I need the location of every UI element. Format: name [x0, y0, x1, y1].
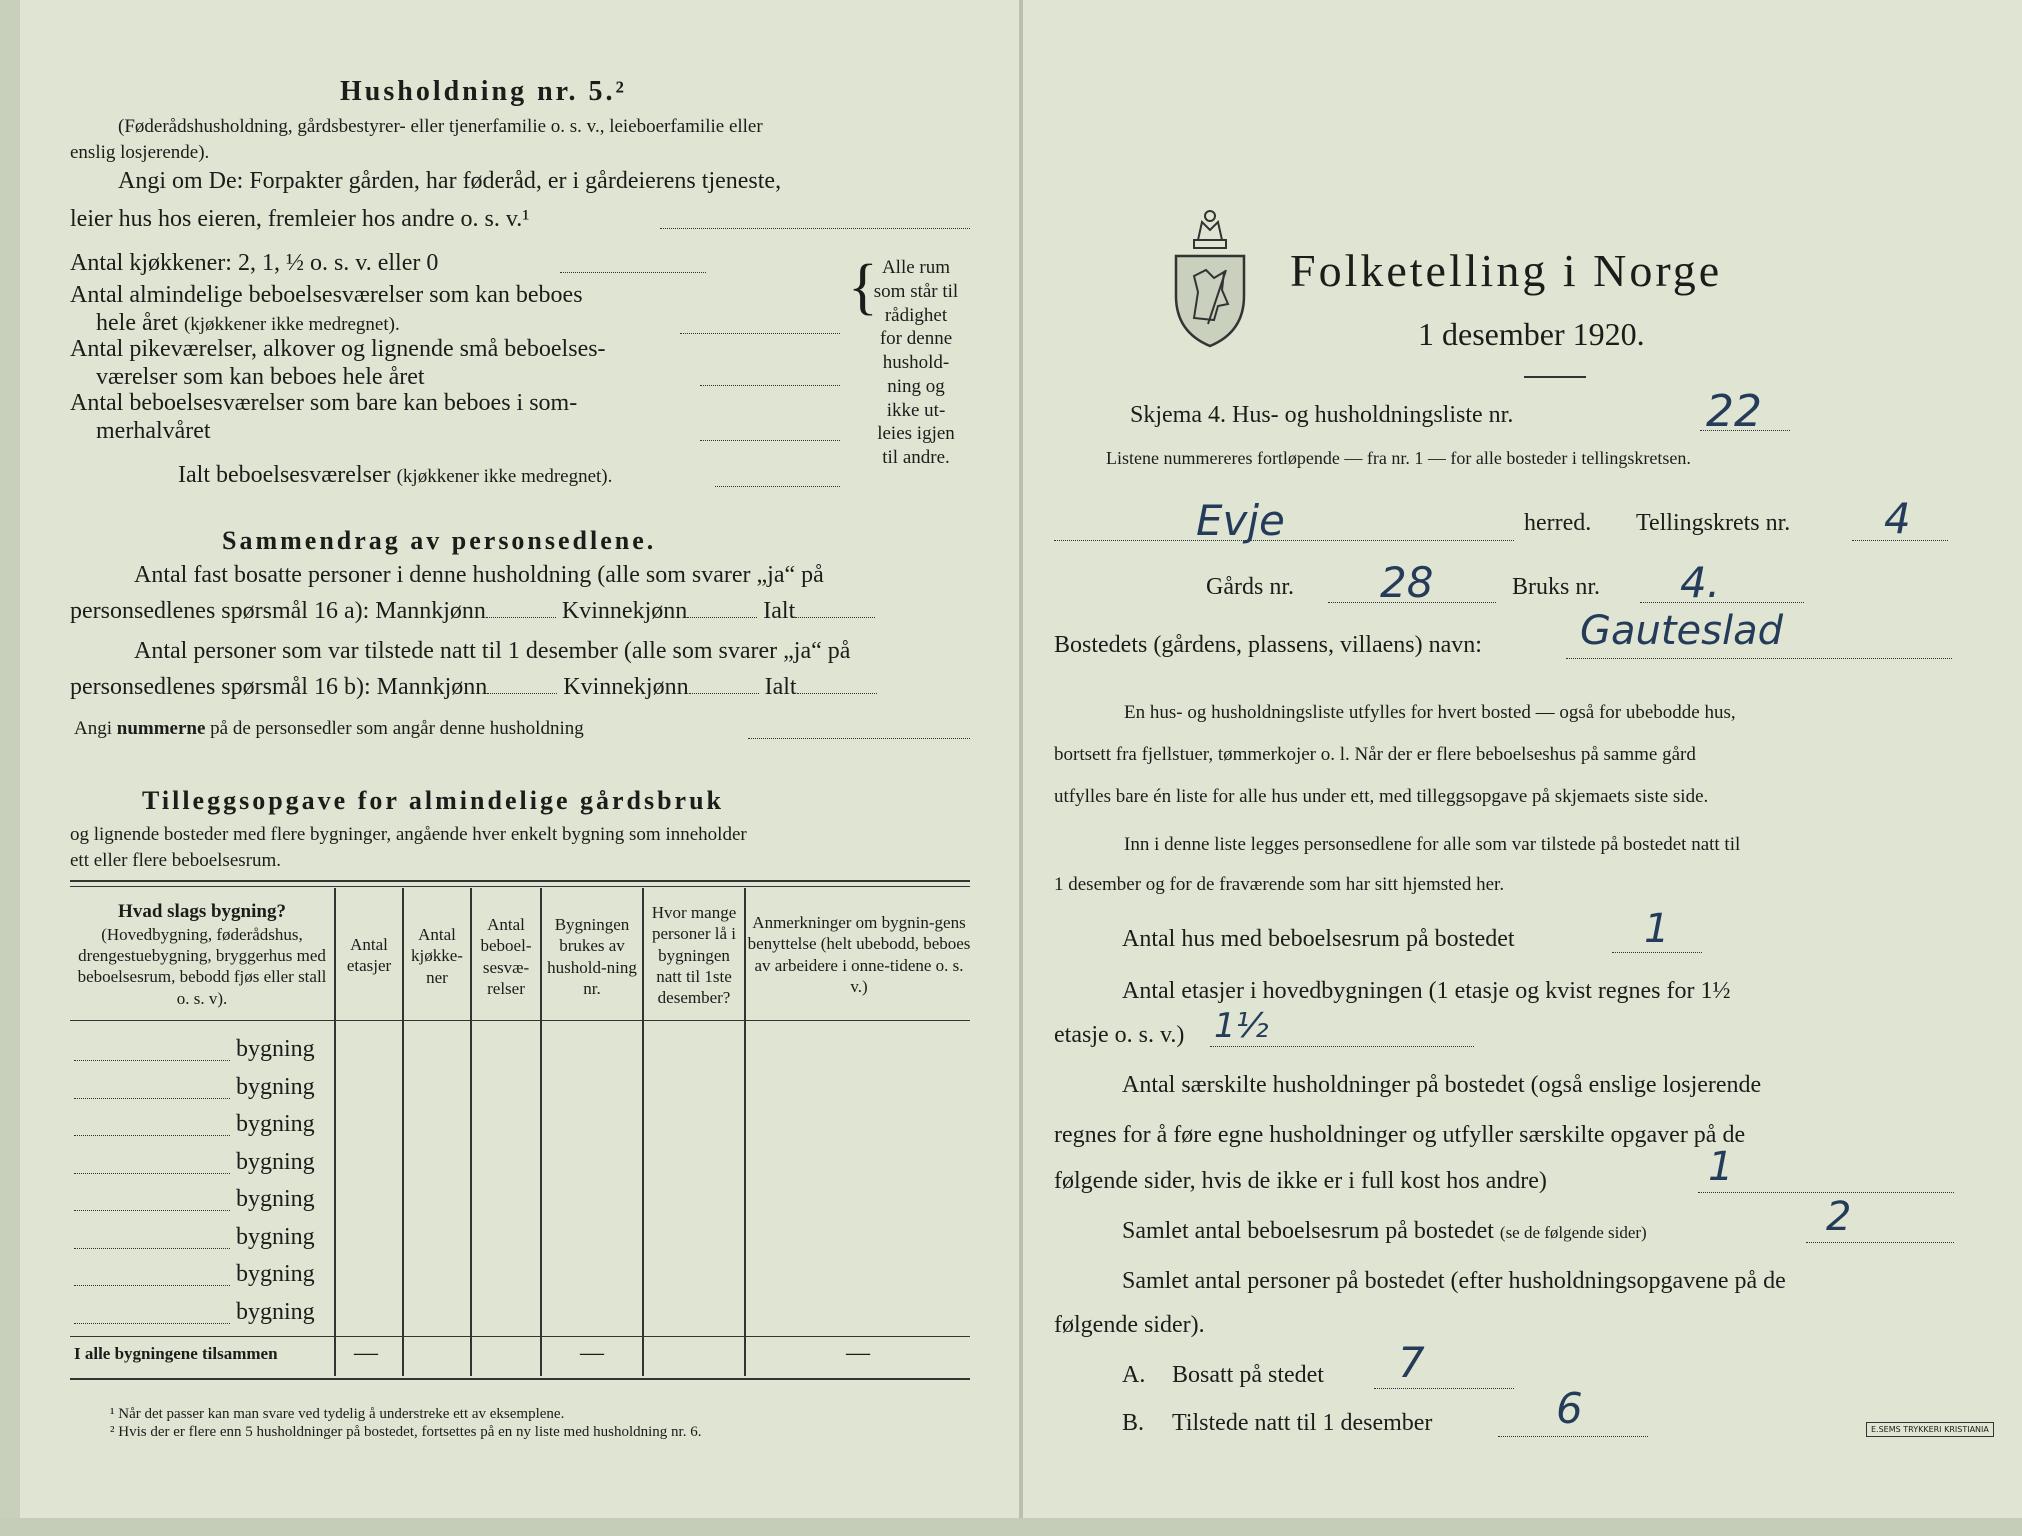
total-dash: — [580, 1340, 604, 1366]
sommer-label: Antal beboelsesværelser som bare kan beboes i som- [70, 390, 578, 416]
samlet-personer-label: Samlet antal personer på bostedet (efter husholdningsopgavene på de [1122, 1268, 1786, 1294]
saer-label-2: regnes for å føre egne husholdninger og utfyller særskilte opgaver på de [1054, 1122, 1746, 1148]
col-building-header: Hvad slags bygning? (Hovedbygning, føderådshus, drengestuebygning, bryggerhus med beboelsesrum, bebodd fjøs eller stall o. s. v). [77, 901, 327, 1008]
etasjer-label-2: etasje o. s. v.) [1054, 1022, 1185, 1048]
alm-label-2: hele året (kjøkkener ikke medregnet). [96, 310, 400, 336]
page-edge [0, 0, 20, 1536]
pike-line[interactable] [700, 385, 840, 386]
form-title: Folketelling i Norge [1290, 245, 1723, 296]
saer-line [1698, 1192, 1954, 1193]
bruks-line [1640, 602, 1804, 603]
tilstede-line [1498, 1436, 1648, 1437]
building-row-line[interactable] [74, 1248, 230, 1249]
bruks-value[interactable]: 4. [1680, 558, 1721, 607]
ialt-label: Ialt beboelsesværelser (kjøkkener ikke medregnet). [178, 462, 613, 488]
skjema-value[interactable]: 22 [1706, 386, 1762, 437]
a-label: A. [1122, 1362, 1146, 1388]
saer-value[interactable]: 1 [1708, 1144, 1734, 1190]
building-row-label: bygning [236, 1111, 315, 1137]
tellingskrets-label: Tellingskrets nr. [1636, 510, 1791, 536]
page-edge-bottom [0, 1518, 2022, 1536]
tilstede-text-2: personsedlenes spørsmål 16 b): Mannkjønn Kvinnekjønn Ialt [70, 674, 877, 701]
building-row-line[interactable] [74, 1173, 230, 1174]
building-row-line[interactable] [74, 1210, 230, 1211]
samlet-personer-label-2: følgende sider). [1054, 1312, 1205, 1338]
coat-of-arms-icon [1168, 200, 1252, 350]
table-top-rule-2 [70, 886, 970, 887]
fast-text-2: personsedlenes spørsmål 16 a): Mannkjønn Kvinnekjønn Ialt [70, 598, 875, 625]
footnote-2: ² Hvis der er flere enn 5 husholdninger på bostedet, fortsettes på en ny liste med husholdning nr. 6. [110, 1424, 702, 1440]
table-bottom-rule [70, 1378, 970, 1380]
samlet-rum-line [1806, 1242, 1954, 1243]
building-row-label: bygning [236, 1186, 315, 1212]
alm-label: Antal almindelige beboelsesværelser som kan beboes [70, 282, 583, 308]
instructions: bortsett fra fjellstuer, tømmerkojer o. l. Når der er flere beboelseshus på samme gård [1054, 744, 1696, 765]
bosted-label: Bostedets (gårdens, plassens, villaens) navn: [1054, 632, 1482, 658]
building-row-label: bygning [236, 1073, 315, 1100]
instructions: Inn i denne liste legges personsedlene for alle som var tilstede på bostedet natt til [1124, 834, 1741, 855]
herred-value[interactable]: Evje [1196, 496, 1285, 545]
nummerne-line[interactable] [748, 738, 970, 739]
sommer-label-2: merhalvåret [96, 418, 211, 444]
printer-stamp: E.SEMS TRYKKERI KRISTIANIA [1866, 1422, 1994, 1437]
total-dash: — [846, 1340, 870, 1366]
herred-label: herred. [1524, 510, 1592, 536]
alm-line[interactable] [680, 333, 840, 334]
col-brukes-header: Bygningen brukes av hushold-ning nr. [547, 915, 637, 998]
col-anmerkninger-header: Anmerkninger om bygnin-gens benyttelse (helt ubebodd, beboes av arbeidere i onne-tidene o. s. v.) [747, 913, 971, 996]
etasjer-label: Antal etasjer i hovedbygningen (1 etasje og kvist regnes for 1½ [1122, 978, 1731, 1004]
bruks-label: Bruks nr. [1512, 574, 1601, 600]
building-row-label: bygning [236, 1223, 315, 1250]
hus-value[interactable]: 1 [1644, 906, 1670, 952]
tilstede-label: Tilstede natt til 1 desember [1172, 1410, 1433, 1436]
total-label: I alle bygningene tilsammen [74, 1344, 278, 1363]
bosatt-line [1374, 1388, 1514, 1389]
household-note: (Føderådshusholdning, gårdsbestyrer- eller tjenerfamilie o. s. v., leieboerfamilie eller [118, 116, 763, 137]
title-rule [1524, 376, 1586, 378]
household-note-2: enslig losjerende). [70, 142, 210, 163]
ialt-line[interactable] [715, 486, 840, 487]
gards-label: Gårds nr. [1206, 574, 1294, 600]
samlet-rum-value[interactable]: 2 [1826, 1194, 1852, 1240]
building-row-label: bygning [236, 1261, 315, 1287]
col-etasjer-header: Antal etasjer [346, 935, 392, 976]
tillegg-text-2: ett eller flere beboelsesrum. [70, 850, 282, 871]
kjokken-line[interactable] [560, 272, 706, 273]
listene-note: Listene nummereres fortløpende — fra nr. 1 — for alle bosteder i tellingskretsen. [1106, 448, 1691, 468]
bosted-line [1566, 658, 1952, 659]
col-beboelse-header: Antal beboel-sesvæ-relser [480, 915, 532, 998]
angi-answer-line[interactable] [660, 228, 970, 229]
tellingskrets-value[interactable]: 4 [1884, 494, 1911, 543]
page-fold [1019, 0, 1023, 1536]
brace: { [848, 253, 878, 321]
brace-note: Alle rum som står til rådighet for denne hushold- ning og ikke ut- leies igjen til andre. [873, 257, 959, 468]
form-date: 1 desember 1920. [1418, 316, 1645, 352]
tilstede-value[interactable]: 6 [1556, 1384, 1583, 1433]
etasjer-line [1210, 1046, 1474, 1047]
instructions: utfylles bare én liste for alle hus under ett, med tilleggsopgave på skjemaets siste side. [1054, 786, 1709, 807]
saer-label: Antal særskilte husholdninger på bostedet (også enslige losjerende [1122, 1072, 1762, 1098]
building-row-line[interactable] [74, 1323, 230, 1324]
sommer-line[interactable] [700, 440, 840, 441]
fast-text: Antal fast bosatte personer i denne husholdning (alle som svarer „ja“ på [134, 562, 824, 588]
hus-line [1612, 952, 1702, 953]
pike-label-2: værelser som kan beboes hele året [96, 364, 425, 390]
building-row-line[interactable] [74, 1098, 230, 1099]
building-row-label: bygning [236, 1298, 315, 1325]
instructions: 1 desember og for de fraværende som har sitt hjemsted her. [1054, 874, 1505, 895]
footnote: ¹ Når det passer kan man svare ved tydelig å understreke ett av eksemplene. [110, 1406, 565, 1422]
samlet-rum-label: Samlet antal beboelsesrum på bostedet (se de følgende sider) [1122, 1218, 1647, 1244]
tillegg-text: og lignende bosteder med flere bygninger, angående hver enkelt bygning som inneholder [70, 824, 747, 845]
table-header-rule [70, 1020, 970, 1021]
col-kjokkener-header: Antal kjøkke-ner [411, 925, 463, 987]
sammendrag-title: Sammendrag av personsedlene. [222, 526, 657, 555]
building-row-line[interactable] [74, 1060, 230, 1061]
building-row-line[interactable] [74, 1285, 230, 1286]
building-row-label: bygning [236, 1036, 315, 1062]
table-total-rule [70, 1336, 970, 1337]
angi-text: Angi om De: Forpakter gården, har føderåd, er i gårdeierens tjeneste, [118, 168, 782, 194]
tillegg-title: Tilleggsopgave for almindelige gårdsbruk [142, 786, 725, 815]
building-row-line[interactable] [74, 1135, 230, 1136]
household-title: Husholdning nr. 5.² [340, 76, 627, 107]
pike-label: Antal pikeværelser, alkover og lignende små beboelses- [70, 336, 606, 362]
b-label: B. [1122, 1410, 1145, 1436]
bosatt-label: Bosatt på stedet [1172, 1362, 1324, 1388]
skjema-label: Skjema 4. Hus- og husholdningsliste nr. [1130, 402, 1514, 428]
angi-text-2: leier hus hos eieren, fremleier hos andre o. s. v.¹ [70, 206, 530, 232]
nummerne-text: Angi nummerne på de personsedler som angår denne husholdning [74, 718, 584, 739]
bosted-value[interactable]: Gauteslad [1580, 608, 1784, 654]
tilstede-text: Antal personer som var tilstede natt til 1 desember (alle som svarer „ja“ på [134, 638, 851, 664]
building-row-label: bygning [236, 1148, 315, 1175]
hus-label: Antal hus med beboelsesrum på bostedet [1122, 926, 1515, 952]
saer-label-3: følgende sider, hvis de ikke er i full kost hos andre) [1054, 1168, 1547, 1194]
kjokken-label: Antal kjøkkener: 2, 1, ½ o. s. v. eller 0 [70, 250, 439, 276]
total-dash: — [354, 1340, 378, 1366]
table-top-rule [70, 880, 970, 882]
etasjer-value[interactable]: 1½ [1214, 1006, 1269, 1046]
gards-value[interactable]: 28 [1380, 558, 1434, 607]
instructions: En hus- og husholdningsliste utfylles for hvert bosted — også for ubebodde hus, [1124, 702, 1736, 723]
bosatt-value[interactable]: 7 [1398, 1338, 1425, 1387]
col-personer-header: Hvor mange personer lå i bygningen natt til 1ste desember? [651, 903, 737, 1007]
